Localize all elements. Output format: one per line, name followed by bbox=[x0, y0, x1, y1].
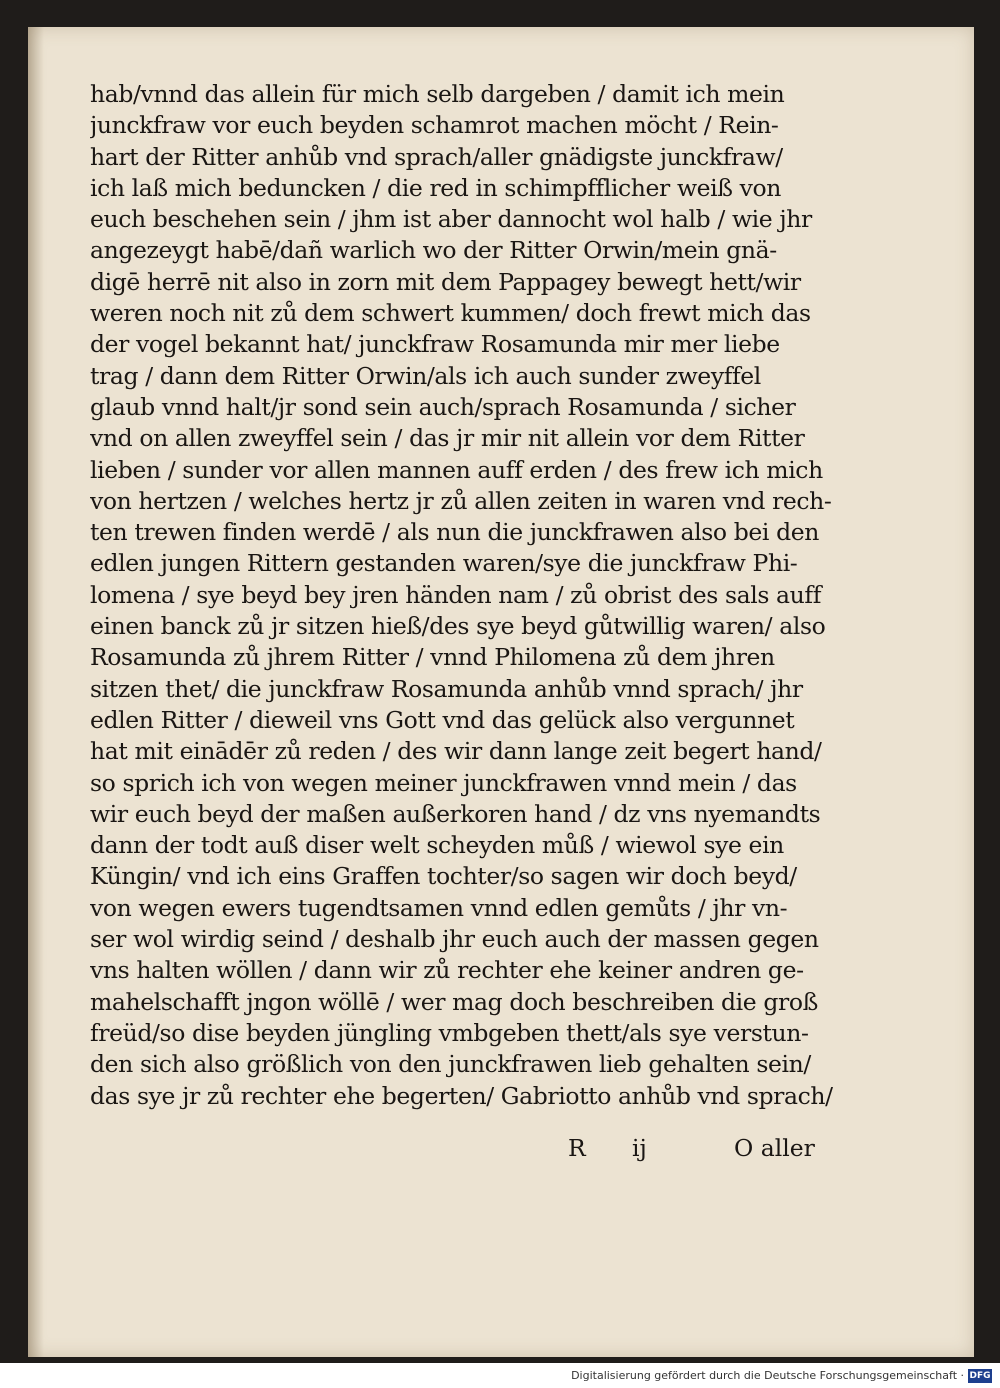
text-line: lieben / sunder vor allen mannen auff erden / des frew ich mich bbox=[90, 455, 823, 484]
text-line: vns halten wöllen / dann wir zů rechter ehe keiner andren ge- bbox=[90, 956, 804, 985]
page-fold-shadow bbox=[28, 27, 44, 1357]
text-line: wir euch beyd der maßen außerkoren hand / dz vns nyemandts bbox=[90, 799, 821, 828]
signature-leaf: ij bbox=[632, 1134, 647, 1162]
text-line: hab/vnnd das allein für mich selb dargeben / damit ich mein bbox=[90, 80, 785, 108]
catchword: O aller bbox=[734, 1134, 815, 1162]
text-line: freüd/so dise beyden jüngling vmbgeben thett/als sye verstun- bbox=[90, 1018, 809, 1047]
text-line: den sich also größlich von den junckfrawen lieb gehalten sein/ bbox=[90, 1050, 811, 1079]
text-line: hat mit einādēr zů reden / des wir dann lange zeit begert hand/ bbox=[90, 737, 822, 766]
text-line: ser wol wirdig seind / deshalb jhr euch auch der massen gegen bbox=[90, 925, 819, 954]
text-line: weren noch nit zů dem schwert kummen/ doch frewt mich das bbox=[90, 299, 811, 328]
dfg-logo-icon: DFG bbox=[969, 1371, 991, 1381]
text-line: von hertzen / welches hertz jr zů allen zeiten in waren vnd rech- bbox=[90, 486, 832, 515]
text-line: Rosamunda zů jhrem Ritter / vnnd Philomena zů dem jhren bbox=[90, 643, 775, 672]
text-line: edlen Ritter / dieweil vns Gott vnd das gelück also vergunnet bbox=[90, 705, 795, 734]
footer-bar bbox=[0, 1366, 1000, 1388]
text-line: vnd on allen zweyffel sein / das jr mir nit allein vor dem Ritter bbox=[90, 424, 805, 453]
text-line: hart der Ritter anhůb vnd sprach/aller gnädigste junckfraw/ bbox=[90, 142, 783, 171]
text-line: ich laß mich beduncken / die red in schimpfflicher weiß von bbox=[90, 173, 782, 202]
text-line: digē herrē nit also in zorn mit dem Pappagey bewegt hett/wir bbox=[90, 267, 801, 296]
text-line: glaub vnnd halt/jr sond sein auch/sprach Rosamunda / sicher bbox=[90, 392, 796, 421]
text-line: von wegen ewers tugendtsamen vnnd edlen gemůts / jhr vn- bbox=[90, 893, 788, 922]
text-line: euch beschehen sein / jhm ist aber dannocht wol halb / wie jhr bbox=[90, 205, 812, 234]
text-line: ten trewen finden werdē / als nun die junckfrawen also bei den bbox=[90, 518, 819, 547]
text-line: einen banck zů jr sitzen hieß/des sye beyd gůtwillig waren/ also bbox=[90, 612, 826, 641]
text-line: der vogel bekannt hat/ junckfraw Rosamunda mir mer liebe bbox=[90, 330, 780, 359]
text-line: angezeygt habē/dañ warlich wo der Ritter Orwin/mein gnä- bbox=[90, 236, 777, 265]
text-line: trag / dann dem Ritter Orwin/als ich auch sunder zweyffel bbox=[90, 361, 761, 390]
text-line: so sprich ich von wegen meiner junckfrawen vnnd mein / das bbox=[90, 768, 797, 797]
signature-mark: R bbox=[568, 1134, 586, 1162]
text-block bbox=[90, 79, 860, 1112]
text-line: Küngin/ vnd ich eins Graffen tochter/so sagen wir doch beyd/ bbox=[90, 862, 797, 891]
text-line: mahelschafft jngon wöllē / wer mag doch beschreiben die groß bbox=[90, 987, 818, 1016]
text-line: dann der todt auß diser welt scheyden můß / wiewol sye ein bbox=[90, 831, 784, 860]
text-line: sitzen thet/ die junckfraw Rosamunda anhůb vnnd sprach/ jhr bbox=[90, 674, 803, 703]
text-line: junckfraw vor euch beyden schamrot machen möcht / Rein- bbox=[90, 111, 779, 140]
funding-credit: Digitalisierung gefördert durch die Deutsche Forschungsgemeinschaft · bbox=[571, 1369, 964, 1382]
text-line: lomena / sye beyd bey jren händen nam / zů obrist des sals auff bbox=[90, 580, 822, 609]
page-signature-line bbox=[568, 1134, 828, 1166]
text-line: edlen jungen Rittern gestanden waren/sye die junckfraw Phi- bbox=[90, 549, 798, 578]
book-page bbox=[28, 27, 974, 1357]
text-line: das sye jr zů rechter ehe begerten/ Gabriotto anhůb vnd sprach/ bbox=[90, 1081, 833, 1110]
